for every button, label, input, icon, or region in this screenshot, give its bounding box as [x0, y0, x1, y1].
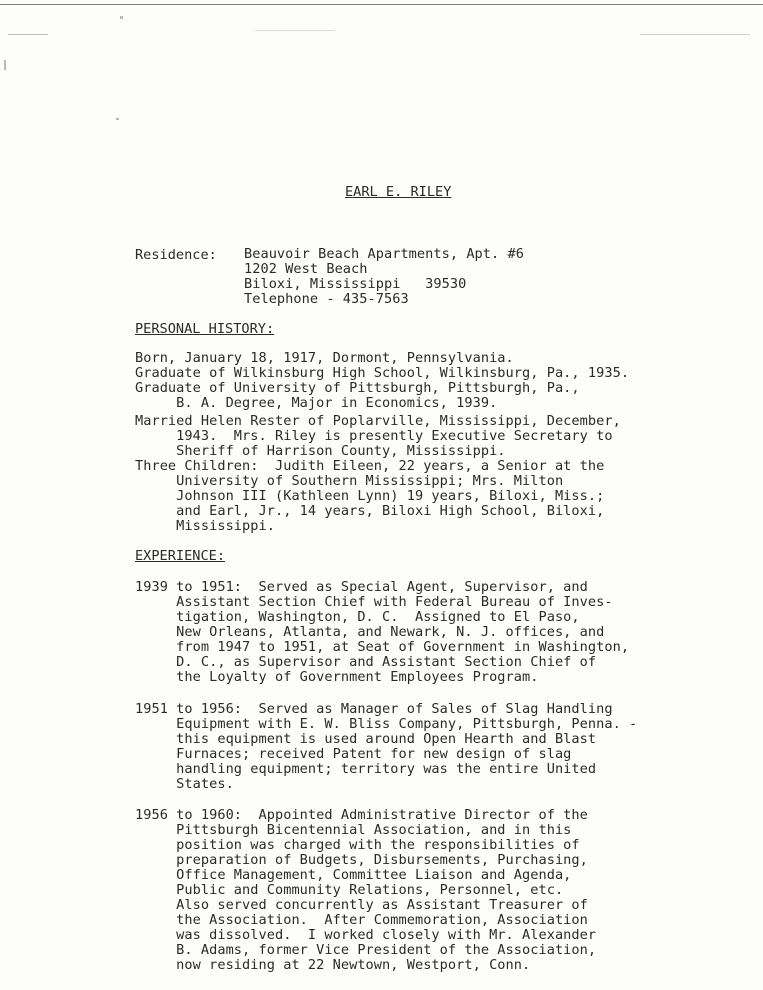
- history-line: and Earl, Jr., 14 years, Biloxi High School, Biloxi,: [135, 503, 605, 519]
- experience-line: Furnaces; received Patent for new design of slag: [135, 746, 572, 762]
- history-line: Graduate of University of Pittsburgh, Pittsburgh, Pa.,: [135, 380, 580, 396]
- experience-line: D. C., as Supervisor and Assistant Section Chief of: [135, 654, 597, 670]
- residence-line: 1202 West Beach: [244, 261, 368, 277]
- residence-label: Residence:: [135, 247, 217, 263]
- history-line: Johnson III (Kathleen Lynn) 19 years, Biloxi, Miss.;: [135, 488, 605, 504]
- experience-line: Public and Community Relations, Personnel, etc.: [135, 882, 564, 898]
- experience-line: position was charged with the responsibilities of: [135, 837, 580, 853]
- experience-line: Assistant Section Chief with Federal Bureau of Inves-: [135, 594, 613, 610]
- experience-line: B. Adams, former Vice President of the Association,: [135, 942, 597, 958]
- experience-line: New Orleans, Atlanta, and Newark, N. J. offices, and: [135, 624, 605, 640]
- page-title: EARL E. RILEY: [345, 184, 452, 200]
- history-line: B. A. Degree, Major in Economics, 1939.: [135, 395, 498, 411]
- scan-speck: [8, 34, 48, 35]
- experience-line: now residing at 22 Newtown, Westport, Conn.: [135, 957, 531, 973]
- history-line: 1943. Mrs. Riley is presently Executive Secretary to: [135, 428, 613, 444]
- experience-line: Equipment with E. W. Bliss Company, Pittsburgh, Penna. -: [135, 716, 638, 732]
- scan-speck: [640, 34, 750, 35]
- experience-line: tigation, Washington, D. C. Assigned to El Paso,: [135, 609, 580, 625]
- personal-history-heading: PERSONAL HISTORY:: [135, 321, 275, 337]
- residence-line: Telephone - 435-7563: [244, 291, 409, 307]
- experience-line: the Association. After Commemoration, Association: [135, 912, 588, 928]
- experience-line: handling equipment; territory was the entire United: [135, 761, 597, 777]
- history-line: Graduate of Wilkinsburg High School, Wilkinsburg, Pa., 1935.: [135, 365, 630, 381]
- history-line: Sheriff of Harrison County, Mississippi.: [135, 443, 506, 459]
- experience-line: this equipment is used around Open Hearth and Blast: [135, 731, 597, 747]
- experience-line: from 1947 to 1951, at Seat of Government in Washington,: [135, 639, 630, 655]
- experience-line: States.: [135, 776, 234, 792]
- experience-line: Office Management, Committee Liaison and Agenda,: [135, 867, 572, 883]
- scan-speck: [120, 16, 123, 19]
- scan-speck: [255, 30, 335, 31]
- history-line: Married Helen Rester of Poplarville, Mississippi, December,: [135, 413, 621, 429]
- residence-line: Beauvoir Beach Apartments, Apt. #6: [244, 246, 524, 262]
- history-line: Mississippi.: [135, 518, 275, 534]
- experience-line: 1951 to 1956: Served as Manager of Sales of Slag Handling: [135, 701, 613, 717]
- experience-line: Pittsburgh Bicentennial Association, and in this: [135, 822, 572, 838]
- experience-line: preparation of Budgets, Disbursements, Purchasing,: [135, 852, 588, 868]
- residence-line: Biloxi, Mississippi 39530: [244, 276, 467, 292]
- experience-line: was dissolved. I worked closely with Mr. Alexander: [135, 927, 597, 943]
- experience-line: 1956 to 1960: Appointed Administrative Director of the: [135, 807, 588, 823]
- scan-speck: [4, 60, 6, 70]
- history-line: University of Southern Mississippi; Mrs. Milton: [135, 473, 564, 489]
- history-line: Three Children: Judith Eileen, 22 years, a Senior at the: [135, 458, 605, 474]
- experience-line: Also served concurrently as Assistant Treasurer of: [135, 897, 588, 913]
- experience-heading: EXPERIENCE:: [135, 548, 226, 564]
- experience-line: the Loyalty of Government Employees Program.: [135, 669, 539, 685]
- experience-line: 1939 to 1951: Served as Special Agent, Supervisor, and: [135, 579, 588, 595]
- top-rule: [0, 4, 763, 5]
- history-line: Born, January 18, 1917, Dormont, Pennsylvania.: [135, 350, 514, 366]
- scan-speck: [116, 118, 119, 120]
